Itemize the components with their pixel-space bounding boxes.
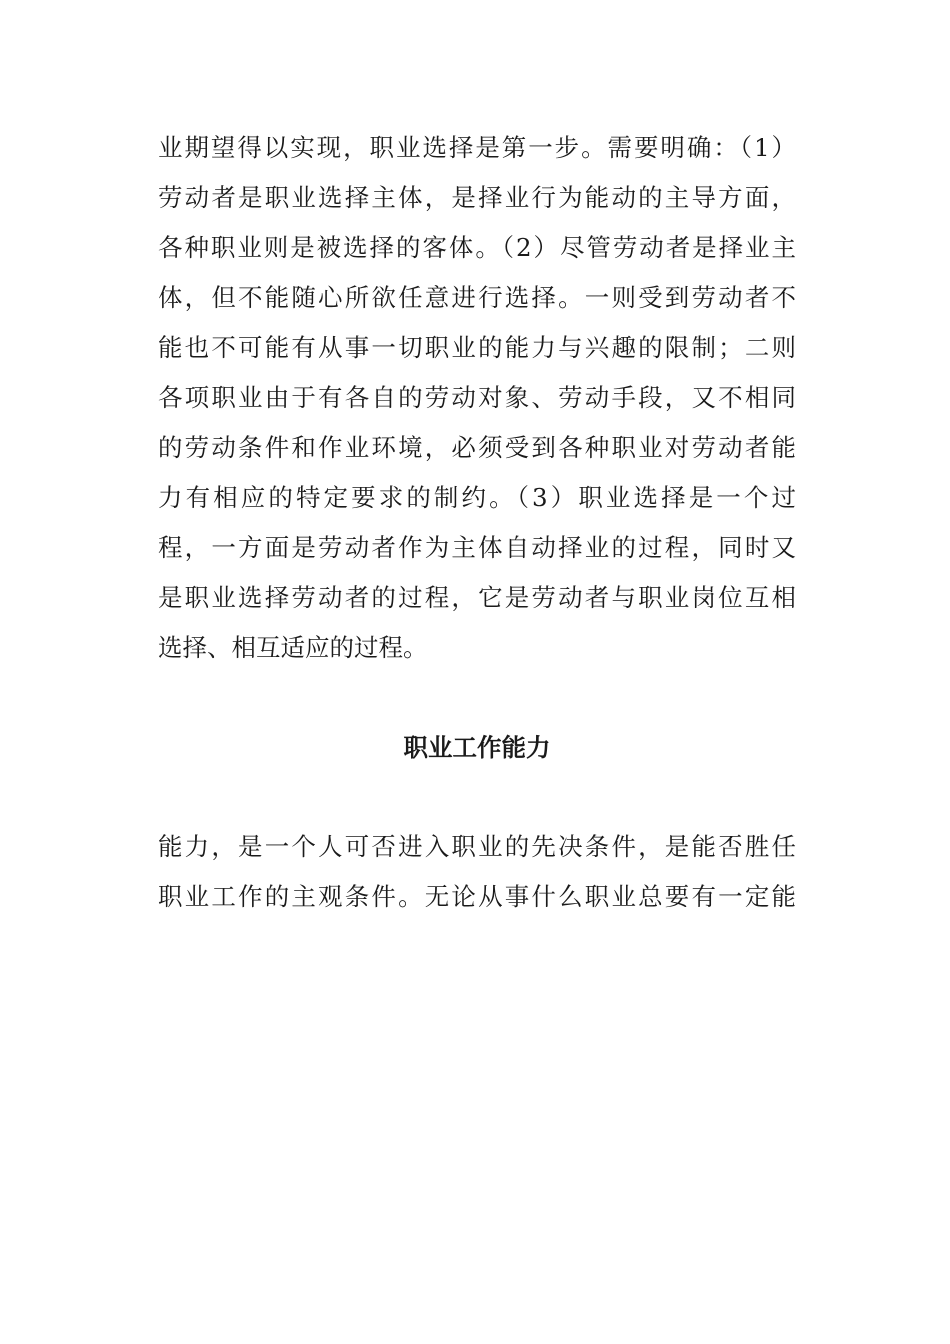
paragraph-line: 各种职业则是被选择的客体。（2）尽管劳动者是择业主 <box>158 233 796 262</box>
paragraph-line: 体，但不能随心所欲任意进行选择。一则受到劳动者不 <box>158 283 796 312</box>
paragraph-career-choice <box>158 123 796 673</box>
paragraph-work-ability <box>158 822 796 922</box>
paragraph-line: 能力，是一个人可否进入职业的先决条件，是能否胜任 <box>158 832 796 861</box>
paragraph-line: 选择、相互适应的过程。 <box>158 633 428 662</box>
paragraph-line: 职业工作的主观条件。无论从事什么职业总要有一定能 <box>158 882 796 911</box>
paragraph-line: 业期望得以实现，职业选择是第一步。需要明确：（1） <box>158 133 796 162</box>
paragraph-line: 是职业选择劳动者的过程，它是劳动者与职业岗位互相 <box>158 583 796 612</box>
section-heading: 职业工作能力 <box>403 733 551 762</box>
paragraph-line: 各项职业由于有各自的劳动对象、劳动手段，又不相同 <box>158 383 796 412</box>
paragraph-line: 能也不可能有从事一切职业的能力与兴趣的限制；二则 <box>158 333 796 362</box>
paragraph-line: 劳动者是职业选择主体，是择业行为能动的主导方面， <box>158 183 796 212</box>
paragraph-line: 的劳动条件和作业环境，必须受到各种职业对劳动者能 <box>158 433 796 462</box>
paragraph-line: 力有相应的特定要求的制约。（3）职业选择是一个过 <box>158 483 796 512</box>
paragraph-line: 程，一方面是劳动者作为主体自动择业的过程，同时又 <box>158 533 796 562</box>
